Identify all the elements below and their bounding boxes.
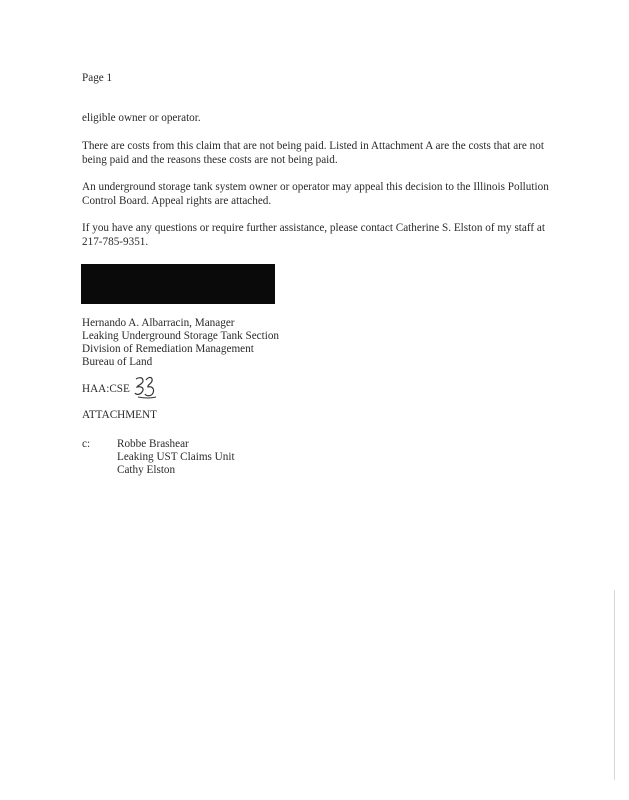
cc-recipient: Leaking UST Claims Unit [117, 451, 235, 463]
signer-division: Division of Remediation Management [82, 343, 254, 355]
handwritten-initials [131, 373, 161, 403]
scan-edge-line [614, 590, 615, 780]
redacted-signature [81, 264, 275, 304]
costs-paragraph: There are costs from this claim that are not being paid. Listed in Attachment A are the costs that are not being paid and the reasons these costs are not being paid. [82, 140, 544, 166]
attachment-label: ATTACHMENT [82, 409, 157, 421]
eligible-line: eligible owner or operator. [82, 112, 201, 124]
page-number: Page 1 [82, 72, 113, 84]
signer-bureau: Bureau of Land [82, 356, 153, 368]
contact-paragraph: If you have any questions or require further assistance, please contact Catherine S. Elston of my staff at 217-785-9351. [82, 222, 545, 248]
cc-label: c: [82, 438, 91, 450]
signer-section: Leaking Underground Storage Tank Section [82, 330, 280, 342]
cc-recipient: Cathy Elston [117, 464, 176, 476]
appeal-paragraph: An underground storage tank system owner or operator may appeal this decision to the Illinois Pollution Control Board. Appeal rights are attached. [82, 181, 549, 207]
typist-initials: HAA:CSE [82, 383, 130, 395]
signer-name-title: Hernando A. Albarracin, Manager [82, 317, 235, 329]
cc-recipient: Robbe Brashear [117, 438, 189, 450]
